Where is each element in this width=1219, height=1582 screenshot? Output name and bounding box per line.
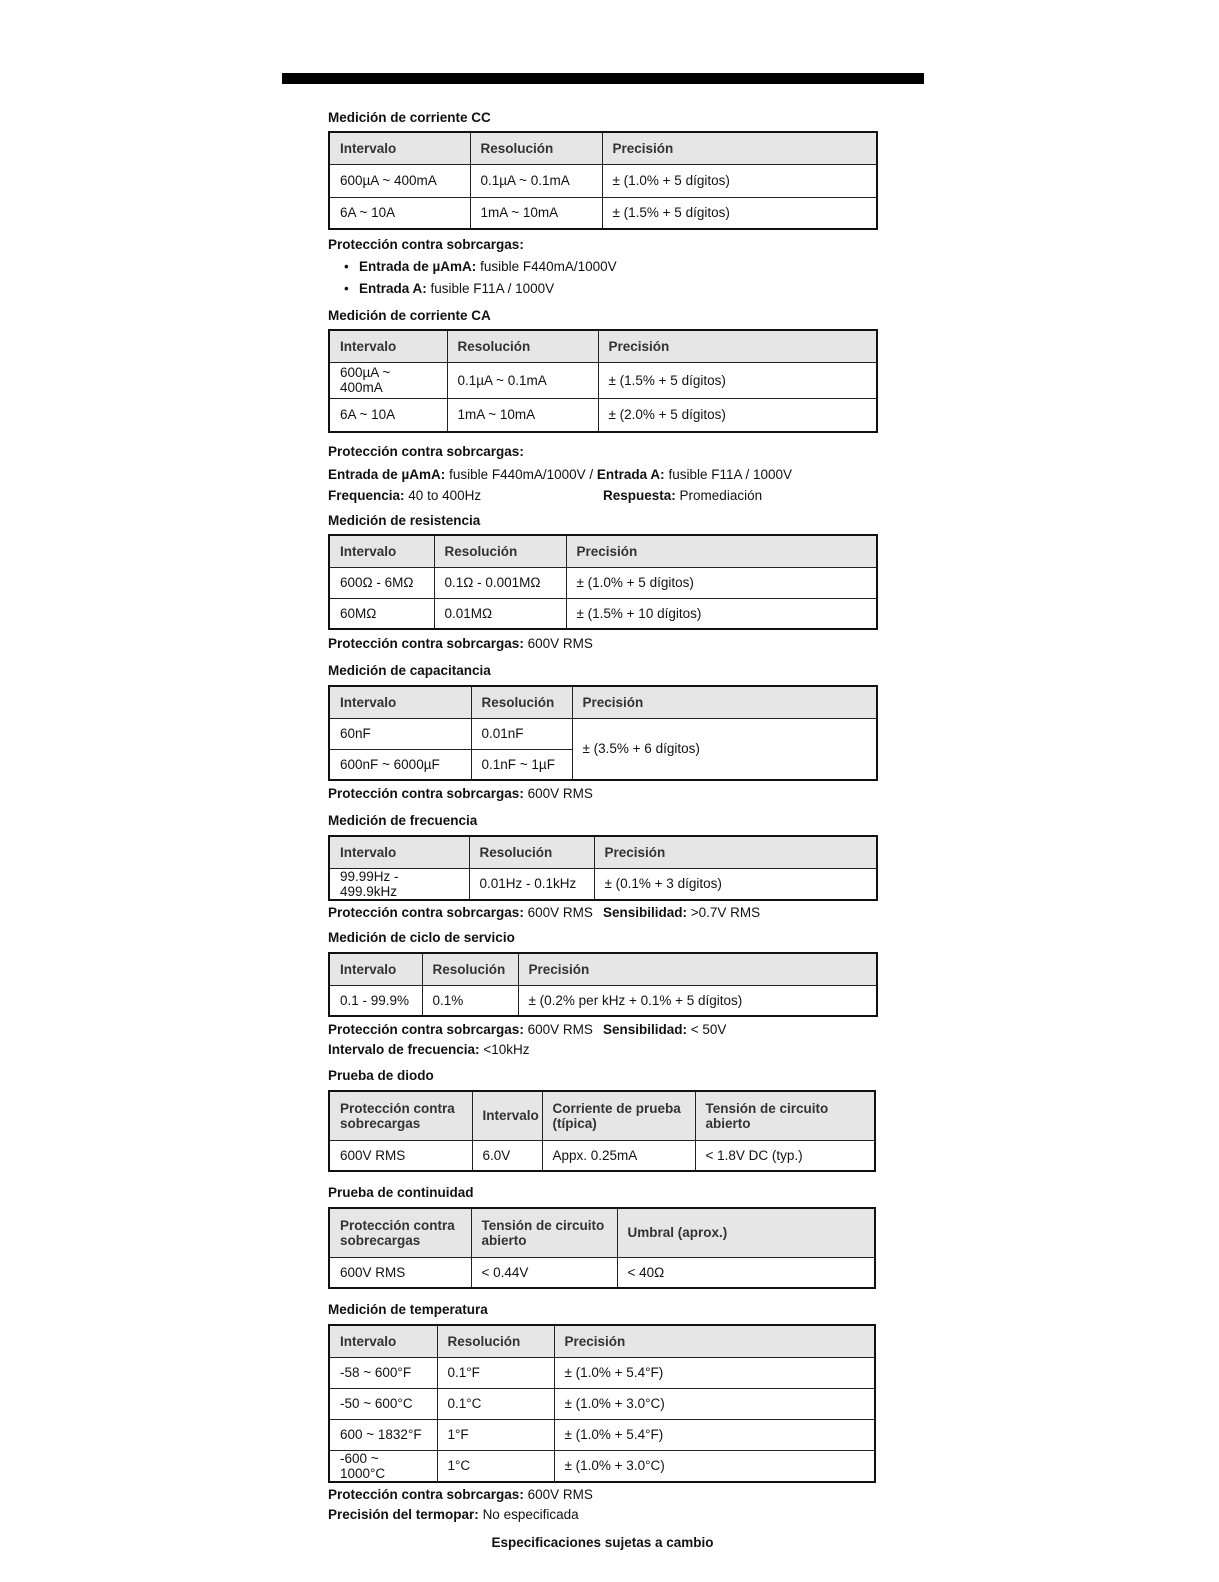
header-cell: Intervalo — [329, 1325, 437, 1357]
table-header-row — [329, 953, 877, 985]
dc-current-title: Medición de corriente CC — [328, 110, 491, 125]
table-row — [329, 1357, 875, 1388]
duty-cycle-title: Medición de ciclo de servicio — [328, 930, 515, 945]
header-cell: Resolución — [471, 686, 572, 718]
table-header-row — [329, 1091, 875, 1140]
table-cell: 0.01nF — [471, 718, 572, 749]
table-cell: 60nF — [329, 718, 471, 749]
header-cell: Resolución — [437, 1325, 554, 1357]
table-cell: ± (1.0% + 3.0°C) — [554, 1450, 875, 1482]
resistance-protection: Protección contra sobrcargas: 600V RMS — [328, 636, 593, 651]
table-cell: 0.01MΩ — [434, 598, 566, 629]
table-row — [329, 164, 877, 197]
header-cell: Intervalo — [329, 132, 470, 164]
header-cell: Resolución — [469, 836, 594, 868]
header-cell: Precisión — [602, 132, 877, 164]
ac-current-table — [328, 329, 878, 433]
table-cell: 0.1nF ~ 1µF — [471, 749, 572, 780]
header-cell: Precisión — [572, 686, 877, 718]
diode-title: Prueba de diodo — [328, 1068, 434, 1083]
frequency-sensitivity: Sensibilidad: >0.7V RMS — [603, 905, 761, 920]
table-cell: 0.1% — [422, 985, 518, 1016]
table-cell: ± (0.2% per kHz + 0.1% + 5 dígitos) — [518, 985, 877, 1016]
header-cell: Precisión — [566, 535, 877, 567]
table-cell: 1°C — [437, 1450, 554, 1482]
ac-protection-label: Protección contra sobrcargas: — [328, 444, 524, 459]
header-cell: Intervalo — [329, 535, 434, 567]
table-row — [329, 1419, 875, 1450]
dc-bullet-a: • Entrada A: fusible F11A / 1000V — [344, 281, 554, 296]
frequency-protection: Protección contra sobrcargas: 600V RMS — [328, 905, 593, 920]
table-row — [329, 1140, 875, 1171]
table-cell: 1mA ~ 10mA — [470, 197, 602, 229]
table-cell: ± (0.1% + 3 dígitos) — [594, 868, 877, 900]
header-cell: Intervalo — [329, 330, 447, 362]
header-cell: Resolución — [447, 330, 598, 362]
dc-bullet-ua: • Entrada de µAmA: fusible F440mA/1000V — [344, 259, 617, 274]
header-cell: Resolución — [470, 132, 602, 164]
table-row — [329, 567, 877, 598]
temperature-table — [328, 1324, 876, 1483]
table-row — [329, 985, 877, 1016]
table-row — [329, 1450, 875, 1482]
dc-current-table — [328, 131, 878, 230]
header-cell: Precisión — [598, 330, 877, 362]
table-cell: 600Ω - 6MΩ — [329, 567, 434, 598]
table-cell: 0.1µA ~ 0.1mA — [447, 362, 598, 398]
header-cell: Umbral (aprox.) — [617, 1208, 875, 1257]
table-row — [329, 398, 877, 432]
frequency-title: Medición de frecuencia — [328, 813, 478, 828]
table-row — [329, 197, 877, 229]
header-cell: Protección contra sobrecargas — [329, 1208, 471, 1257]
header-cell: Precisión — [518, 953, 877, 985]
table-cell: ± (1.5% + 10 dígitos) — [566, 598, 877, 629]
table-header-row — [329, 330, 877, 362]
table-cell-merged: ± (3.5% + 6 dígitos) — [572, 718, 877, 780]
capacitance-table — [328, 685, 878, 781]
table-cell: 600µA ~ 400mA — [329, 362, 447, 398]
duty-cycle-table — [328, 952, 878, 1017]
table-row — [329, 1257, 875, 1288]
duty-sensitivity: Sensibilidad: < 50V — [603, 1022, 727, 1037]
duty-protection: Protección contra sobrcargas: 600V RMS — [328, 1022, 593, 1037]
table-cell: 600V RMS — [329, 1140, 472, 1171]
diode-table — [328, 1090, 876, 1172]
table-cell: 6A ~ 10A — [329, 398, 447, 432]
table-cell: ± (1.0% + 3.0°C) — [554, 1388, 875, 1419]
table-cell: Appx. 0.25mA — [542, 1140, 695, 1171]
table-row — [329, 1388, 875, 1419]
table-cell: 99.99Hz - 499.9kHz — [329, 868, 469, 900]
header-rule — [282, 73, 924, 84]
ac-response-line: Respuesta: Promediación — [603, 488, 763, 503]
table-cell: -58 ~ 600°F — [329, 1357, 437, 1388]
header-cell: Precisión — [554, 1325, 875, 1357]
table-cell: 60MΩ — [329, 598, 434, 629]
table-row — [329, 868, 877, 900]
header-cell: Intervalo — [472, 1091, 542, 1140]
table-cell: -50 ~ 600°C — [329, 1388, 437, 1419]
table-header-row — [329, 132, 877, 164]
table-header-row — [329, 1325, 875, 1357]
frequency-table — [328, 835, 878, 901]
table-cell: 1°F — [437, 1419, 554, 1450]
table-cell: 600V RMS — [329, 1257, 471, 1288]
temperature-title: Medición de temperatura — [328, 1302, 488, 1317]
ac-current-title: Medición de corriente CA — [328, 308, 491, 323]
capacitance-title: Medición de capacitancia — [328, 663, 491, 678]
table-cell: 600µA ~ 400mA — [329, 164, 470, 197]
continuity-title: Prueba de continuidad — [328, 1185, 474, 1200]
table-cell: ± (1.0% + 5 dígitos) — [566, 567, 877, 598]
table-cell: 6.0V — [472, 1140, 542, 1171]
ac-inputs-line: Entrada de µAmA: fusible F440mA/1000V / Entrada A: fusible F11A / 1000V — [328, 467, 793, 482]
table-cell: < 1.8V DC (typ.) — [695, 1140, 875, 1171]
table-cell: -600 ~ 1000°C — [329, 1450, 437, 1482]
table-cell: ± (1.0% + 5.4°F) — [554, 1357, 875, 1388]
header-cell: Intervalo — [329, 686, 471, 718]
table-header-row — [329, 1208, 875, 1257]
table-cell: ± (2.0% + 5 dígitos) — [598, 398, 877, 432]
resistance-table — [328, 534, 878, 630]
temperature-protection: Protección contra sobrcargas: 600V RMS — [328, 1487, 593, 1502]
table-cell: 1mA ~ 10mA — [447, 398, 598, 432]
table-cell: < 0.44V — [471, 1257, 617, 1288]
table-cell: ± (1.5% + 5 dígitos) — [598, 362, 877, 398]
table-row — [329, 718, 877, 749]
table-cell: 0.01Hz - 0.1kHz — [469, 868, 594, 900]
resistance-title: Medición de resistencia — [328, 513, 481, 528]
table-cell: 600 ~ 1832°F — [329, 1419, 437, 1450]
capacitance-protection: Protección contra sobrcargas: 600V RMS — [328, 786, 593, 801]
table-cell: < 40Ω — [617, 1257, 875, 1288]
table-cell: 0.1Ω - 0.001MΩ — [434, 567, 566, 598]
header-cell: Corriente de prueba (típica) — [542, 1091, 695, 1140]
table-cell: 0.1µA ~ 0.1mA — [470, 164, 602, 197]
header-cell: Intervalo — [329, 953, 422, 985]
dc-protection-label: Protección contra sobrcargas: — [328, 237, 524, 252]
header-cell: Resolución — [422, 953, 518, 985]
footer-note: Especificaciones sujetas a cambio — [491, 1535, 714, 1550]
header-cell: Intervalo — [329, 836, 469, 868]
table-cell: ± (1.0% + 5.4°F) — [554, 1419, 875, 1450]
header-cell: Tensión de circuito abierto — [695, 1091, 875, 1140]
table-cell: ± (1.0% + 5 dígitos) — [602, 164, 877, 197]
table-cell: ± (1.5% + 5 dígitos) — [602, 197, 877, 229]
table-header-row — [329, 535, 877, 567]
thermocouple-accuracy: Precisión del termopar: No especificada — [328, 1507, 579, 1522]
table-cell: 600nF ~ 6000µF — [329, 749, 471, 780]
table-header-row — [329, 686, 877, 718]
header-cell: Protección contra sobrecargas — [329, 1091, 472, 1140]
ac-frequency-line: Frequencia: 40 to 400Hz — [328, 488, 482, 503]
table-cell: 0.1 - 99.9% — [329, 985, 422, 1016]
table-header-row — [329, 836, 877, 868]
table-row — [329, 362, 877, 398]
continuity-table — [328, 1207, 876, 1289]
header-cell: Precisión — [594, 836, 877, 868]
table-cell: 0.1°F — [437, 1357, 554, 1388]
table-cell: 0.1°C — [437, 1388, 554, 1419]
table-row — [329, 598, 877, 629]
duty-frequency-range: Intervalo de frecuencia: <10kHz — [328, 1042, 530, 1057]
header-cell: Resolución — [434, 535, 566, 567]
header-cell: Tensión de circuito abierto — [471, 1208, 617, 1257]
table-cell: 6A ~ 10A — [329, 197, 470, 229]
